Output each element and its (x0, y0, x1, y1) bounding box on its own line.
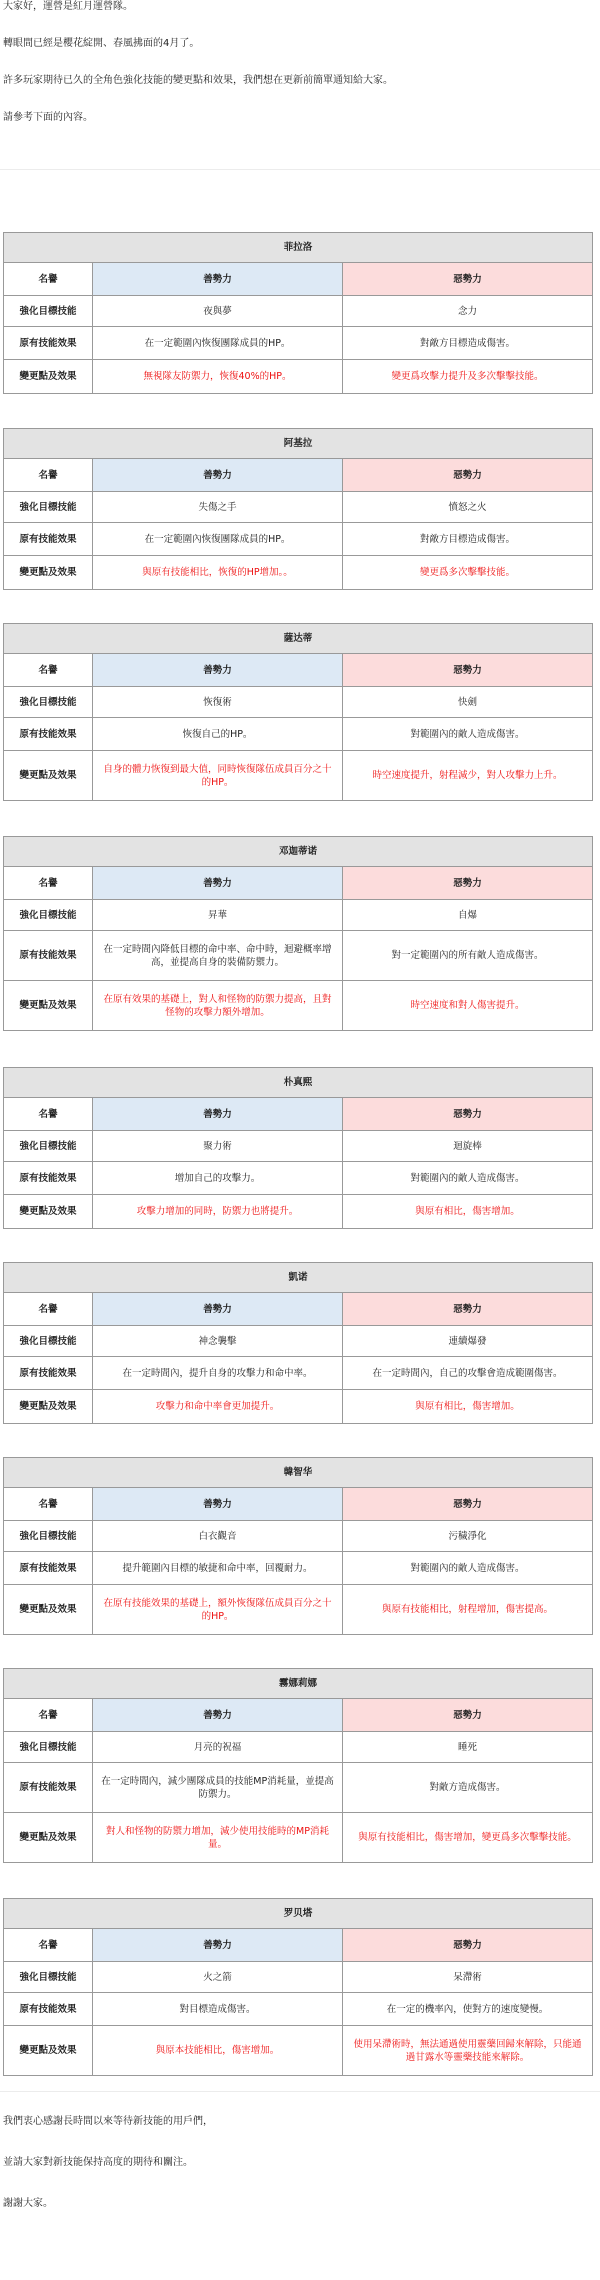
hero-section (3, 1898, 592, 2076)
hero-section (3, 1668, 592, 1863)
evil-target-cell: 呆滯術 (343, 1962, 593, 1993)
good-target-cell: 夜與夢 (93, 296, 343, 327)
evil-original-cell: 對範圍內的敵人造成傷害。 (343, 1552, 593, 1585)
good-original-cell: 在一定範圍內恢復團隊成員的HP。 (93, 523, 343, 556)
change-effect-label: 變更點及效果 (4, 1813, 93, 1863)
name-label: 名譽 (4, 654, 93, 687)
change-effect-label: 變更點及效果 (4, 981, 93, 1031)
evil-original-cell: 在一定的機率內，使對方的速度變慢。 (343, 1993, 593, 2026)
good-faction-header: 善勢力 (93, 1098, 343, 1131)
good-original-cell: 提升範圍內目標的敏捷和命中率，回覆耐力。 (93, 1552, 343, 1585)
good-target-cell: 火之箭 (93, 1962, 343, 1993)
good-faction-header: 善勢力 (93, 263, 343, 296)
hero-section (3, 232, 592, 394)
name-label: 名譽 (4, 867, 93, 900)
evil-target-cell: 自爆 (343, 900, 593, 931)
good-change-cell: 在原有效果的基礎上，對人和怪物的防禦力提高，且對怪物的攻擊力額外增加。 (93, 981, 343, 1031)
original-effect-label: 原有技能效果 (4, 327, 93, 360)
hero-section (3, 836, 592, 1031)
good-original-cell: 增加自己的攻擊力。 (93, 1162, 343, 1195)
good-target-cell: 恢復術 (93, 687, 343, 718)
evil-faction-header: 惡勢力 (343, 263, 593, 296)
hero-name: 罗贝塔 (4, 1899, 593, 1929)
good-original-cell: 在一定時間內，減少團隊成員的技能MP消耗量，並提高防禦力。 (93, 1763, 343, 1813)
evil-change-cell: 時空速度提升，射程減少，對人攻擊力上升。 (343, 751, 593, 801)
hero-name: 朴真熙 (4, 1068, 593, 1098)
change-effect-label: 變更點及效果 (4, 2026, 93, 2076)
good-target-cell: 白衣觀音 (93, 1521, 343, 1552)
good-target-cell: 神念襲擊 (93, 1326, 343, 1357)
change-effect-label: 變更點及效果 (4, 1195, 93, 1229)
skill-table (3, 1668, 593, 1863)
intro-line-4: 請參考下面的內容。 (3, 112, 93, 123)
skill-table (3, 1067, 593, 1229)
evil-original-cell: 對敵方造成傷害。 (343, 1763, 593, 1813)
good-target-cell: 月亮的祝福 (93, 1732, 343, 1763)
intro-line-3: 許多玩家期待已久的全角色強化技能的變更點和效果，我們想在更新前簡單通知給大家。 (3, 75, 393, 86)
evil-faction-header: 惡勢力 (343, 1098, 593, 1131)
evil-target-cell: 快劍 (343, 687, 593, 718)
hero-name: 霧娜莉娜 (4, 1669, 593, 1699)
hero-section (3, 1262, 592, 1424)
good-target-cell: 聚力術 (93, 1131, 343, 1162)
evil-change-cell: 與原有技能相比，射程增加，傷害提高。 (343, 1585, 593, 1635)
hero-name: 凱诺 (4, 1263, 593, 1293)
hero-name: 菲拉洛 (4, 233, 593, 263)
target-skill-label: 強化目標技能 (4, 1962, 93, 1993)
evil-target-cell: 睡死 (343, 1732, 593, 1763)
good-original-cell: 在一定時間內，提升自身的攻擊力和命中率。 (93, 1357, 343, 1390)
original-effect-label: 原有技能效果 (4, 1993, 93, 2026)
name-label: 名譽 (4, 263, 93, 296)
top-divider (0, 169, 600, 170)
name-label: 名譽 (4, 459, 93, 492)
evil-change-cell: 變更爲攻擊力提升及多次擊擊技能。 (343, 360, 593, 394)
change-effect-label: 變更點及效果 (4, 360, 93, 394)
bottom-divider (0, 2091, 600, 2092)
good-faction-header: 善勢力 (93, 1699, 343, 1732)
target-skill-label: 強化目標技能 (4, 296, 93, 327)
evil-change-cell: 與原有相比，傷害增加。 (343, 1390, 593, 1424)
good-faction-header: 善勢力 (93, 459, 343, 492)
evil-target-cell: 污穢淨化 (343, 1521, 593, 1552)
hero-name: 薩达蒂 (4, 624, 593, 654)
name-label: 名譽 (4, 1293, 93, 1326)
original-effect-label: 原有技能效果 (4, 718, 93, 751)
evil-faction-header: 惡勢力 (343, 1699, 593, 1732)
hero-section (3, 623, 592, 801)
target-skill-label: 強化目標技能 (4, 1732, 93, 1763)
change-effect-label: 變更點及效果 (4, 1390, 93, 1424)
evil-original-cell: 對一定範圍內的所有敵人造成傷害。 (343, 931, 593, 981)
skill-table (3, 623, 593, 801)
evil-original-cell: 對敵方目標造成傷害。 (343, 523, 593, 556)
original-effect-label: 原有技能效果 (4, 1763, 93, 1813)
change-effect-label: 變更點及效果 (4, 1585, 93, 1635)
original-effect-label: 原有技能效果 (4, 1162, 93, 1195)
target-skill-label: 強化目標技能 (4, 1326, 93, 1357)
skill-table (3, 1262, 593, 1424)
skill-table (3, 232, 593, 394)
hero-section (3, 428, 592, 590)
original-effect-label: 原有技能效果 (4, 523, 93, 556)
target-skill-label: 強化目標技能 (4, 900, 93, 931)
evil-target-cell: 憤怒之火 (343, 492, 593, 523)
target-skill-label: 強化目標技能 (4, 687, 93, 718)
name-label: 名譽 (4, 1488, 93, 1521)
name-label: 名譽 (4, 1699, 93, 1732)
hero-section (3, 1067, 592, 1229)
evil-change-cell: 時空速度和對人傷害提升。 (343, 981, 593, 1031)
evil-faction-header: 惡勢力 (343, 654, 593, 687)
evil-target-cell: 念力 (343, 296, 593, 327)
evil-faction-header: 惡勢力 (343, 459, 593, 492)
outro-line-3: 謝謝大家。 (3, 2198, 53, 2209)
intro (0, 0, 600, 125)
target-skill-label: 強化目標技能 (4, 1131, 93, 1162)
good-faction-header: 善勢力 (93, 867, 343, 900)
good-change-cell: 與原本技能相比，傷害增加。 (93, 2026, 343, 2076)
skill-table (3, 428, 593, 590)
hero-name: 韓智华 (4, 1458, 593, 1488)
evil-original-cell: 對範圍內的敵人造成傷害。 (343, 718, 593, 751)
hero-name: 邓迦蒂诺 (4, 837, 593, 867)
target-skill-label: 強化目標技能 (4, 1521, 93, 1552)
evil-target-cell: 迴旋棒 (343, 1131, 593, 1162)
good-original-cell: 對目標造成傷害。 (93, 1993, 343, 2026)
name-label: 名譽 (4, 1929, 93, 1962)
good-original-cell: 恢復自己的HP。 (93, 718, 343, 751)
original-effect-label: 原有技能效果 (4, 931, 93, 981)
evil-change-cell: 與原有技能相比，傷害增加，變更爲多次擊擊技能。 (343, 1813, 593, 1863)
good-change-cell: 攻擊力增加的同時，防禦力也將提升。 (93, 1195, 343, 1229)
evil-original-cell: 在一定時間內，自己的攻擊會造成範圍傷害。 (343, 1357, 593, 1390)
good-faction-header: 善勢力 (93, 1929, 343, 1962)
good-change-cell: 攻擊力和命中率會更加提升。 (93, 1390, 343, 1424)
change-effect-label: 變更點及效果 (4, 556, 93, 590)
hero-name: 阿基拉 (4, 429, 593, 459)
original-effect-label: 原有技能效果 (4, 1357, 93, 1390)
good-faction-header: 善勢力 (93, 654, 343, 687)
skill-table (3, 1457, 593, 1635)
good-original-cell: 在一定時間內降低目標的命中率、命中時，迴避概率增高，並提高自身的裝備防禦力。 (93, 931, 343, 981)
outro-line-2: 並請大家對新技能保持高度的期待和關注。 (3, 2157, 193, 2168)
good-target-cell: 昇華 (93, 900, 343, 931)
evil-change-cell: 與原有相比，傷害增加。 (343, 1195, 593, 1229)
intro-line-2: 轉眼間已經是櫻花綻開、春風拂面的4月了。 (3, 38, 200, 49)
good-change-cell: 與原有技能相比，恢復的HP增加。。 (93, 556, 343, 590)
evil-target-cell: 連續爆發 (343, 1326, 593, 1357)
original-effect-label: 原有技能效果 (4, 1552, 93, 1585)
evil-change-cell: 變更爲多次擊擊技能。 (343, 556, 593, 590)
hero-section (3, 1457, 592, 1635)
outro-line-1: 我們衷心感謝長時間以來等待新技能的用戶們， (3, 2116, 213, 2127)
change-effect-label: 變更點及效果 (4, 751, 93, 801)
good-change-cell: 在原有技能效果的基礎上，額外恢復隊伍成員百分之十的HP。 (93, 1585, 343, 1635)
good-change-cell: 自身的體力恢復到最大值，同時恢復隊伍成員百分之十的HP。 (93, 751, 343, 801)
target-skill-label: 強化目標技能 (4, 492, 93, 523)
evil-original-cell: 對敵方目標造成傷害。 (343, 327, 593, 360)
evil-faction-header: 惡勢力 (343, 1488, 593, 1521)
skill-table (3, 1898, 593, 2076)
skill-table (3, 836, 593, 1031)
name-label: 名譽 (4, 1098, 93, 1131)
good-target-cell: 失傷之手 (93, 492, 343, 523)
evil-faction-header: 惡勢力 (343, 867, 593, 900)
good-faction-header: 善勢力 (93, 1293, 343, 1326)
intro-greeting: 大家好，運營是紅月運營隊。 (3, 1, 133, 12)
evil-original-cell: 對範圍內的敵人造成傷害。 (343, 1162, 593, 1195)
good-original-cell: 在一定範圍內恢復團隊成員的HP。 (93, 327, 343, 360)
good-change-cell: 無視隊友防禦力，恢復40%的HP。 (93, 360, 343, 394)
good-faction-header: 善勢力 (93, 1488, 343, 1521)
evil-faction-header: 惡勢力 (343, 1929, 593, 1962)
evil-change-cell: 使用呆滯術時，無法通過使用靈藥回歸來解除，只能通過甘露水等靈藥技能來解除。 (343, 2026, 593, 2076)
good-change-cell: 對人和怪物的防禦力增加，減少使用技能時的MP消耗量。 (93, 1813, 343, 1863)
evil-faction-header: 惡勢力 (343, 1293, 593, 1326)
